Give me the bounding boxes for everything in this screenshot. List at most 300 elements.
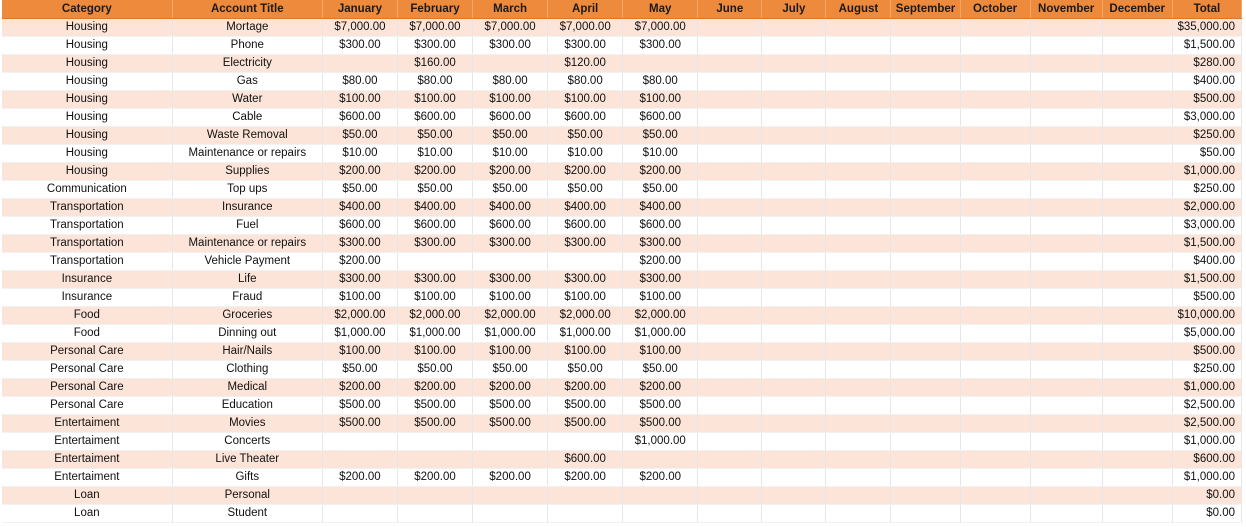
june-cell[interactable] xyxy=(698,253,762,271)
january-cell[interactable] xyxy=(322,55,397,73)
january-cell[interactable]: $400.00 xyxy=(322,199,397,217)
december-cell[interactable] xyxy=(1102,361,1172,379)
march-cell[interactable]: $1,000.00 xyxy=(473,325,548,343)
june-cell[interactable] xyxy=(698,181,762,199)
february-cell[interactable]: $300.00 xyxy=(397,271,472,289)
december-cell[interactable] xyxy=(1102,289,1172,307)
august-cell[interactable] xyxy=(826,271,891,289)
may-cell[interactable]: $200.00 xyxy=(623,379,698,397)
may-cell[interactable]: $300.00 xyxy=(623,37,698,55)
september-cell[interactable] xyxy=(891,91,960,109)
category-cell[interactable]: Housing xyxy=(2,19,172,37)
june-cell[interactable] xyxy=(698,433,762,451)
category-cell[interactable]: Transportation xyxy=(2,253,172,271)
account-title-cell[interactable]: Gifts xyxy=(172,469,322,487)
total-cell[interactable]: $600.00 xyxy=(1172,451,1241,469)
december-cell[interactable] xyxy=(1102,91,1172,109)
june-cell[interactable] xyxy=(698,415,762,433)
july-cell[interactable] xyxy=(762,145,826,163)
february-cell[interactable]: $200.00 xyxy=(397,469,472,487)
july-cell[interactable] xyxy=(762,433,826,451)
february-cell[interactable]: $50.00 xyxy=(397,361,472,379)
july-cell[interactable] xyxy=(762,379,826,397)
december-cell[interactable] xyxy=(1102,73,1172,91)
total-cell[interactable]: $10,000.00 xyxy=(1172,307,1241,325)
february-cell[interactable]: $80.00 xyxy=(397,73,472,91)
account-title-cell[interactable]: Water xyxy=(172,91,322,109)
february-cell[interactable] xyxy=(397,451,472,469)
november-cell[interactable] xyxy=(1030,127,1102,145)
december-cell[interactable] xyxy=(1102,307,1172,325)
december-cell[interactable] xyxy=(1102,37,1172,55)
july-cell[interactable] xyxy=(762,451,826,469)
july-cell[interactable] xyxy=(762,343,826,361)
september-cell[interactable] xyxy=(891,253,960,271)
june-cell[interactable] xyxy=(698,19,762,37)
march-cell[interactable]: $400.00 xyxy=(473,199,548,217)
september-cell[interactable] xyxy=(891,397,960,415)
october-cell[interactable] xyxy=(960,343,1030,361)
category-cell[interactable]: Housing xyxy=(2,73,172,91)
march-cell[interactable]: $50.00 xyxy=(473,127,548,145)
account-title-cell[interactable]: Phone xyxy=(172,37,322,55)
header-may[interactable]: May xyxy=(623,0,698,19)
total-cell[interactable]: $250.00 xyxy=(1172,361,1241,379)
october-cell[interactable] xyxy=(960,289,1030,307)
category-cell[interactable]: Food xyxy=(2,325,172,343)
july-cell[interactable] xyxy=(762,19,826,37)
july-cell[interactable] xyxy=(762,91,826,109)
january-cell[interactable]: $200.00 xyxy=(322,469,397,487)
category-cell[interactable]: Housing xyxy=(2,127,172,145)
november-cell[interactable] xyxy=(1030,109,1102,127)
september-cell[interactable] xyxy=(891,235,960,253)
may-cell[interactable]: $2,000.00 xyxy=(623,307,698,325)
february-cell[interactable]: $300.00 xyxy=(397,235,472,253)
category-cell[interactable]: Transportation xyxy=(2,199,172,217)
august-cell[interactable] xyxy=(826,361,891,379)
june-cell[interactable] xyxy=(698,127,762,145)
december-cell[interactable] xyxy=(1102,379,1172,397)
august-cell[interactable] xyxy=(826,415,891,433)
account-title-cell[interactable]: Vehicle Payment xyxy=(172,253,322,271)
august-cell[interactable] xyxy=(826,505,891,523)
march-cell[interactable]: $500.00 xyxy=(473,415,548,433)
april-cell[interactable]: $200.00 xyxy=(548,469,623,487)
november-cell[interactable] xyxy=(1030,235,1102,253)
july-cell[interactable] xyxy=(762,199,826,217)
february-cell[interactable]: $10.00 xyxy=(397,145,472,163)
november-cell[interactable] xyxy=(1030,271,1102,289)
july-cell[interactable] xyxy=(762,73,826,91)
february-cell[interactable]: $200.00 xyxy=(397,163,472,181)
january-cell[interactable] xyxy=(322,487,397,505)
february-cell[interactable]: $7,000.00 xyxy=(397,19,472,37)
november-cell[interactable] xyxy=(1030,199,1102,217)
category-cell[interactable]: Entertaiment xyxy=(2,451,172,469)
account-title-cell[interactable]: Gas xyxy=(172,73,322,91)
may-cell[interactable]: $100.00 xyxy=(623,343,698,361)
august-cell[interactable] xyxy=(826,145,891,163)
account-title-cell[interactable]: Insurance xyxy=(172,199,322,217)
october-cell[interactable] xyxy=(960,37,1030,55)
april-cell[interactable]: $50.00 xyxy=(548,181,623,199)
november-cell[interactable] xyxy=(1030,181,1102,199)
june-cell[interactable] xyxy=(698,307,762,325)
may-cell[interactable]: $200.00 xyxy=(623,253,698,271)
december-cell[interactable] xyxy=(1102,271,1172,289)
november-cell[interactable] xyxy=(1030,73,1102,91)
november-cell[interactable] xyxy=(1030,217,1102,235)
october-cell[interactable] xyxy=(960,325,1030,343)
august-cell[interactable] xyxy=(826,289,891,307)
may-cell[interactable]: $400.00 xyxy=(623,199,698,217)
july-cell[interactable] xyxy=(762,361,826,379)
february-cell[interactable]: $50.00 xyxy=(397,127,472,145)
november-cell[interactable] xyxy=(1030,163,1102,181)
june-cell[interactable] xyxy=(698,289,762,307)
august-cell[interactable] xyxy=(826,19,891,37)
march-cell[interactable]: $80.00 xyxy=(473,73,548,91)
account-title-cell[interactable]: Fraud xyxy=(172,289,322,307)
july-cell[interactable] xyxy=(762,253,826,271)
november-cell[interactable] xyxy=(1030,307,1102,325)
february-cell[interactable]: $50.00 xyxy=(397,181,472,199)
account-title-cell[interactable]: Electricity xyxy=(172,55,322,73)
june-cell[interactable] xyxy=(698,235,762,253)
august-cell[interactable] xyxy=(826,343,891,361)
october-cell[interactable] xyxy=(960,415,1030,433)
total-cell[interactable]: $5,000.00 xyxy=(1172,325,1241,343)
may-cell[interactable]: $1,000.00 xyxy=(623,325,698,343)
july-cell[interactable] xyxy=(762,487,826,505)
january-cell[interactable]: $100.00 xyxy=(322,289,397,307)
total-cell[interactable]: $400.00 xyxy=(1172,73,1241,91)
total-cell[interactable]: $2,500.00 xyxy=(1172,415,1241,433)
october-cell[interactable] xyxy=(960,307,1030,325)
april-cell[interactable]: $50.00 xyxy=(548,361,623,379)
account-title-cell[interactable]: Movies xyxy=(172,415,322,433)
account-title-cell[interactable]: Maintenance or repairs xyxy=(172,145,322,163)
account-title-cell[interactable]: Life xyxy=(172,271,322,289)
september-cell[interactable] xyxy=(891,109,960,127)
august-cell[interactable] xyxy=(826,109,891,127)
header-january[interactable]: January xyxy=(322,0,397,19)
november-cell[interactable] xyxy=(1030,37,1102,55)
september-cell[interactable] xyxy=(891,127,960,145)
january-cell[interactable] xyxy=(322,505,397,523)
header-category[interactable]: Category xyxy=(2,0,172,19)
total-cell[interactable]: $500.00 xyxy=(1172,343,1241,361)
september-cell[interactable] xyxy=(891,181,960,199)
total-cell[interactable]: $500.00 xyxy=(1172,289,1241,307)
april-cell[interactable]: $300.00 xyxy=(548,271,623,289)
july-cell[interactable] xyxy=(762,217,826,235)
june-cell[interactable] xyxy=(698,325,762,343)
february-cell[interactable]: $500.00 xyxy=(397,415,472,433)
march-cell[interactable]: $300.00 xyxy=(473,271,548,289)
september-cell[interactable] xyxy=(891,379,960,397)
total-cell[interactable]: $2,500.00 xyxy=(1172,397,1241,415)
february-cell[interactable]: $400.00 xyxy=(397,199,472,217)
august-cell[interactable] xyxy=(826,307,891,325)
january-cell[interactable]: $7,000.00 xyxy=(322,19,397,37)
february-cell[interactable]: $1,000.00 xyxy=(397,325,472,343)
march-cell[interactable]: $7,000.00 xyxy=(473,19,548,37)
october-cell[interactable] xyxy=(960,361,1030,379)
april-cell[interactable]: $300.00 xyxy=(548,37,623,55)
november-cell[interactable] xyxy=(1030,253,1102,271)
march-cell[interactable]: $10.00 xyxy=(473,145,548,163)
december-cell[interactable] xyxy=(1102,181,1172,199)
may-cell[interactable]: $50.00 xyxy=(623,181,698,199)
total-cell[interactable]: $0.00 xyxy=(1172,505,1241,523)
may-cell[interactable]: $100.00 xyxy=(623,91,698,109)
april-cell[interactable]: $7,000.00 xyxy=(548,19,623,37)
december-cell[interactable] xyxy=(1102,253,1172,271)
january-cell[interactable]: $500.00 xyxy=(322,415,397,433)
category-cell[interactable]: Housing xyxy=(2,55,172,73)
account-title-cell[interactable]: Medical xyxy=(172,379,322,397)
november-cell[interactable] xyxy=(1030,325,1102,343)
december-cell[interactable] xyxy=(1102,325,1172,343)
october-cell[interactable] xyxy=(960,163,1030,181)
february-cell[interactable]: $100.00 xyxy=(397,343,472,361)
header-total[interactable]: Total xyxy=(1172,0,1241,19)
total-cell[interactable]: $1,000.00 xyxy=(1172,469,1241,487)
category-cell[interactable]: Housing xyxy=(2,91,172,109)
october-cell[interactable] xyxy=(960,199,1030,217)
total-cell[interactable]: $2,000.00 xyxy=(1172,199,1241,217)
september-cell[interactable] xyxy=(891,505,960,523)
march-cell[interactable]: $200.00 xyxy=(473,163,548,181)
august-cell[interactable] xyxy=(826,199,891,217)
december-cell[interactable] xyxy=(1102,505,1172,523)
category-cell[interactable]: Transportation xyxy=(2,235,172,253)
april-cell[interactable]: $80.00 xyxy=(548,73,623,91)
december-cell[interactable] xyxy=(1102,235,1172,253)
total-cell[interactable]: $500.00 xyxy=(1172,91,1241,109)
june-cell[interactable] xyxy=(698,145,762,163)
header-february[interactable]: February xyxy=(397,0,472,19)
september-cell[interactable] xyxy=(891,163,960,181)
september-cell[interactable] xyxy=(891,19,960,37)
may-cell[interactable]: $300.00 xyxy=(623,271,698,289)
april-cell[interactable]: $120.00 xyxy=(548,55,623,73)
january-cell[interactable]: $300.00 xyxy=(322,37,397,55)
category-cell[interactable]: Housing xyxy=(2,37,172,55)
march-cell[interactable] xyxy=(473,451,548,469)
may-cell[interactable]: $500.00 xyxy=(623,415,698,433)
october-cell[interactable] xyxy=(960,451,1030,469)
april-cell[interactable]: $600.00 xyxy=(548,451,623,469)
november-cell[interactable] xyxy=(1030,487,1102,505)
total-cell[interactable]: $280.00 xyxy=(1172,55,1241,73)
july-cell[interactable] xyxy=(762,127,826,145)
category-cell[interactable]: Housing xyxy=(2,109,172,127)
april-cell[interactable]: $2,000.00 xyxy=(548,307,623,325)
category-cell[interactable]: Housing xyxy=(2,145,172,163)
january-cell[interactable] xyxy=(322,451,397,469)
total-cell[interactable]: $0.00 xyxy=(1172,487,1241,505)
june-cell[interactable] xyxy=(698,505,762,523)
june-cell[interactable] xyxy=(698,37,762,55)
july-cell[interactable] xyxy=(762,55,826,73)
april-cell[interactable]: $300.00 xyxy=(548,235,623,253)
june-cell[interactable] xyxy=(698,343,762,361)
february-cell[interactable]: $500.00 xyxy=(397,397,472,415)
january-cell[interactable]: $100.00 xyxy=(322,343,397,361)
april-cell[interactable]: $50.00 xyxy=(548,127,623,145)
january-cell[interactable]: $300.00 xyxy=(322,271,397,289)
august-cell[interactable] xyxy=(826,451,891,469)
december-cell[interactable] xyxy=(1102,343,1172,361)
march-cell[interactable]: $200.00 xyxy=(473,379,548,397)
total-cell[interactable]: $1,500.00 xyxy=(1172,235,1241,253)
december-cell[interactable] xyxy=(1102,127,1172,145)
category-cell[interactable]: Transportation xyxy=(2,217,172,235)
total-cell[interactable]: $1,500.00 xyxy=(1172,37,1241,55)
september-cell[interactable] xyxy=(891,343,960,361)
june-cell[interactable] xyxy=(698,199,762,217)
may-cell[interactable]: $1,000.00 xyxy=(623,433,698,451)
october-cell[interactable] xyxy=(960,433,1030,451)
march-cell[interactable]: $500.00 xyxy=(473,397,548,415)
june-cell[interactable] xyxy=(698,451,762,469)
february-cell[interactable]: $600.00 xyxy=(397,109,472,127)
account-title-cell[interactable]: Top ups xyxy=(172,181,322,199)
october-cell[interactable] xyxy=(960,109,1030,127)
account-title-cell[interactable]: Education xyxy=(172,397,322,415)
may-cell[interactable]: $10.00 xyxy=(623,145,698,163)
june-cell[interactable] xyxy=(698,109,762,127)
september-cell[interactable] xyxy=(891,307,960,325)
october-cell[interactable] xyxy=(960,127,1030,145)
header-november[interactable]: November xyxy=(1030,0,1102,19)
total-cell[interactable]: $1,000.00 xyxy=(1172,433,1241,451)
total-cell[interactable]: $250.00 xyxy=(1172,127,1241,145)
may-cell[interactable]: $7,000.00 xyxy=(623,19,698,37)
march-cell[interactable] xyxy=(473,433,548,451)
november-cell[interactable] xyxy=(1030,289,1102,307)
september-cell[interactable] xyxy=(891,145,960,163)
february-cell[interactable] xyxy=(397,505,472,523)
march-cell[interactable]: $300.00 xyxy=(473,235,548,253)
july-cell[interactable] xyxy=(762,325,826,343)
category-cell[interactable]: Personal Care xyxy=(2,361,172,379)
july-cell[interactable] xyxy=(762,307,826,325)
april-cell[interactable]: $600.00 xyxy=(548,109,623,127)
october-cell[interactable] xyxy=(960,235,1030,253)
august-cell[interactable] xyxy=(826,325,891,343)
december-cell[interactable] xyxy=(1102,469,1172,487)
september-cell[interactable] xyxy=(891,37,960,55)
category-cell[interactable]: Insurance xyxy=(2,289,172,307)
august-cell[interactable] xyxy=(826,253,891,271)
october-cell[interactable] xyxy=(960,181,1030,199)
september-cell[interactable] xyxy=(891,199,960,217)
header-december[interactable]: December xyxy=(1102,0,1172,19)
july-cell[interactable] xyxy=(762,235,826,253)
december-cell[interactable] xyxy=(1102,199,1172,217)
january-cell[interactable] xyxy=(322,433,397,451)
april-cell[interactable] xyxy=(548,433,623,451)
june-cell[interactable] xyxy=(698,163,762,181)
category-cell[interactable]: Personal Care xyxy=(2,379,172,397)
january-cell[interactable]: $200.00 xyxy=(322,379,397,397)
may-cell[interactable] xyxy=(623,55,698,73)
june-cell[interactable] xyxy=(698,397,762,415)
category-cell[interactable]: Housing xyxy=(2,163,172,181)
category-cell[interactable]: Loan xyxy=(2,505,172,523)
december-cell[interactable] xyxy=(1102,217,1172,235)
may-cell[interactable]: $200.00 xyxy=(623,163,698,181)
november-cell[interactable] xyxy=(1030,379,1102,397)
august-cell[interactable] xyxy=(826,91,891,109)
october-cell[interactable] xyxy=(960,505,1030,523)
may-cell[interactable]: $500.00 xyxy=(623,397,698,415)
june-cell[interactable] xyxy=(698,91,762,109)
march-cell[interactable]: $600.00 xyxy=(473,109,548,127)
august-cell[interactable] xyxy=(826,181,891,199)
october-cell[interactable] xyxy=(960,217,1030,235)
february-cell[interactable] xyxy=(397,253,472,271)
november-cell[interactable] xyxy=(1030,19,1102,37)
header-september[interactable]: September xyxy=(891,0,960,19)
january-cell[interactable]: $100.00 xyxy=(322,91,397,109)
june-cell[interactable] xyxy=(698,55,762,73)
january-cell[interactable]: $200.00 xyxy=(322,163,397,181)
november-cell[interactable] xyxy=(1030,343,1102,361)
july-cell[interactable] xyxy=(762,271,826,289)
account-title-cell[interactable]: Clothing xyxy=(172,361,322,379)
august-cell[interactable] xyxy=(826,37,891,55)
april-cell[interactable]: $400.00 xyxy=(548,199,623,217)
december-cell[interactable] xyxy=(1102,163,1172,181)
account-title-cell[interactable]: Maintenance or repairs xyxy=(172,235,322,253)
january-cell[interactable]: $80.00 xyxy=(322,73,397,91)
march-cell[interactable]: $300.00 xyxy=(473,37,548,55)
january-cell[interactable]: $200.00 xyxy=(322,253,397,271)
november-cell[interactable] xyxy=(1030,397,1102,415)
october-cell[interactable] xyxy=(960,469,1030,487)
january-cell[interactable]: $1,000.00 xyxy=(322,325,397,343)
february-cell[interactable]: $300.00 xyxy=(397,37,472,55)
april-cell[interactable]: $200.00 xyxy=(548,163,623,181)
september-cell[interactable] xyxy=(891,325,960,343)
november-cell[interactable] xyxy=(1030,361,1102,379)
january-cell[interactable]: $50.00 xyxy=(322,181,397,199)
december-cell[interactable] xyxy=(1102,487,1172,505)
total-cell[interactable]: $250.00 xyxy=(1172,181,1241,199)
april-cell[interactable] xyxy=(548,487,623,505)
march-cell[interactable]: $200.00 xyxy=(473,469,548,487)
october-cell[interactable] xyxy=(960,379,1030,397)
january-cell[interactable]: $500.00 xyxy=(322,397,397,415)
march-cell[interactable]: $50.00 xyxy=(473,181,548,199)
august-cell[interactable] xyxy=(826,163,891,181)
header-july[interactable]: July xyxy=(762,0,826,19)
january-cell[interactable]: $600.00 xyxy=(322,109,397,127)
august-cell[interactable] xyxy=(826,397,891,415)
november-cell[interactable] xyxy=(1030,469,1102,487)
november-cell[interactable] xyxy=(1030,91,1102,109)
april-cell[interactable]: $100.00 xyxy=(548,343,623,361)
september-cell[interactable] xyxy=(891,433,960,451)
february-cell[interactable]: $600.00 xyxy=(397,217,472,235)
july-cell[interactable] xyxy=(762,415,826,433)
september-cell[interactable] xyxy=(891,469,960,487)
